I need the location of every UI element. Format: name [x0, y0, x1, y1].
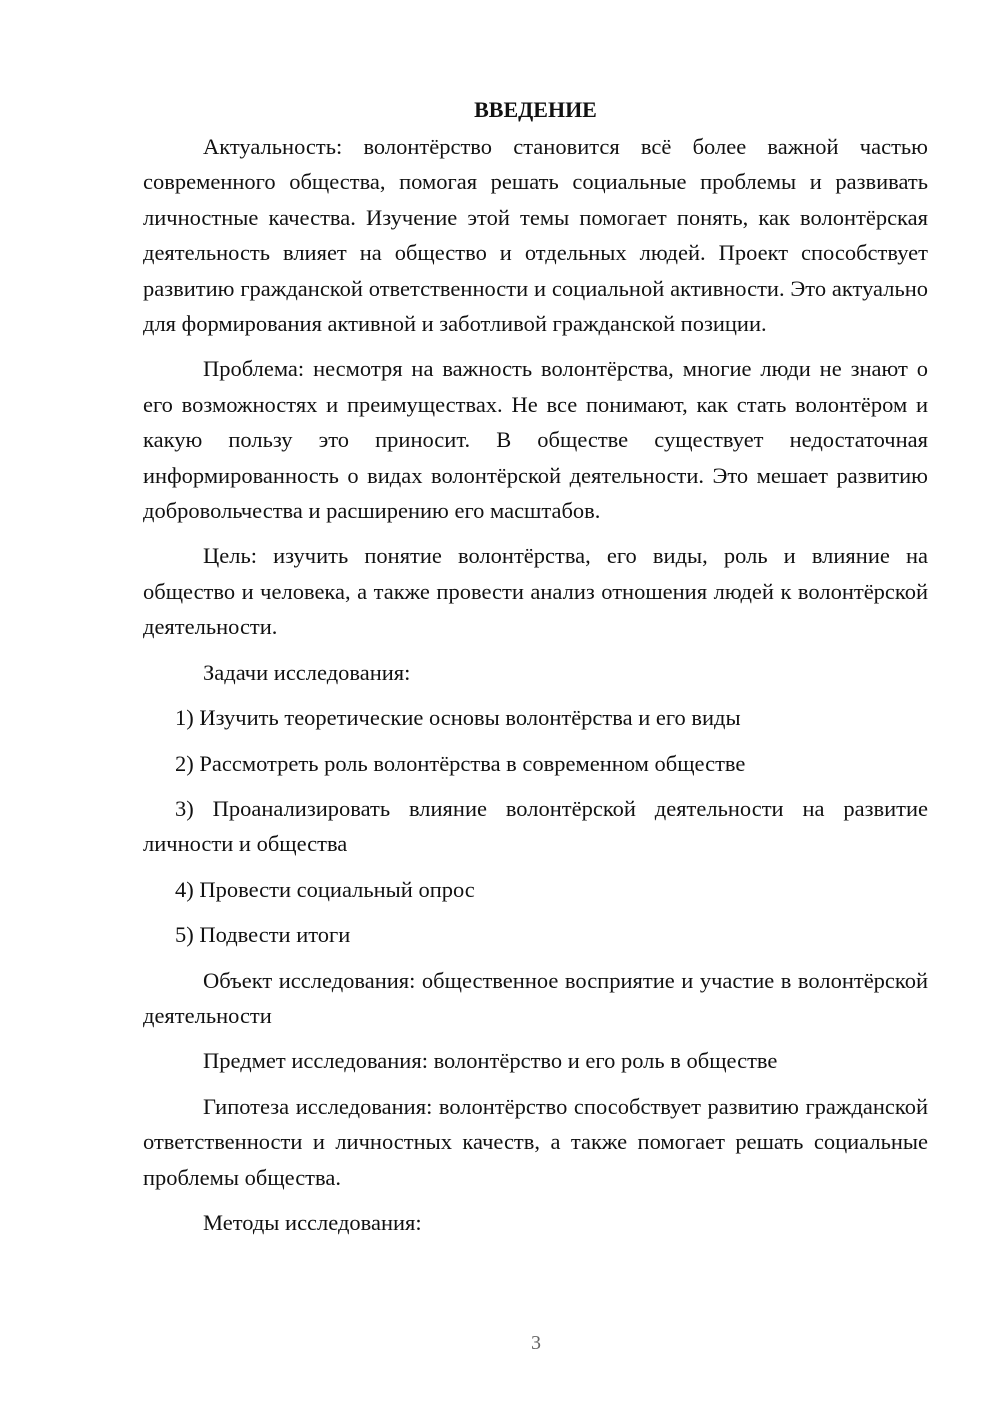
- paragraph-hypothesis: Гипотеза исследования: волонтёрство способствует развитию гражданской ответственности и личностных качеств, а также помогает решать социальные проблемы общества.: [143, 1093, 928, 1190]
- paragraph-methods-intro: Методы исследования:: [203, 1209, 422, 1235]
- list-item: 2) Рассмотреть роль волонтёрства в современном обществе: [175, 750, 746, 776]
- paragraph-relevance: Актуальность: волонтёрство становится всё более важной частью современного общества, помогая решать социальные проблемы и развивать личностные качества. Изучение этой темы помогает понять, как волонтёрская деятельность влияет на общество и отдельных людей. Проект способствует развитию гражданской ответственности и социальной активности. Это актуально для формирования активной и заботливой гражданской позиции.: [143, 134, 928, 337]
- list-item: 4) Провести социальный опрос: [175, 876, 475, 902]
- paragraph-problem: Проблема: несмотря на важность волонтёрства, многие люди не знают о его возможностях и преимуществах. Не все понимают, как стать волонтёром и какую пользу это приносит. В обществе существует недостаточная информированность о видах волонтёрской деятельности. Это мешает развитию добровольчества и расширению его масштабов.: [143, 356, 928, 524]
- paragraph-object: Объект исследования: общественное восприятие и участие в волонтёрской деятельности: [143, 967, 928, 1028]
- paragraph-goal: Цель: изучить понятие волонтёрства, его виды, роль и влияние на общество и человека, а также провести анализ отношения людей к волонтёрской деятельности.: [143, 543, 928, 640]
- paragraph-subject: Предмет исследования: волонтёрство и его роль в обществе: [203, 1048, 778, 1074]
- list-item: 3) Проанализировать влияние волонтёрской деятельности на развитие личности и общества: [143, 795, 928, 857]
- list-item: 5) Подвести итоги: [175, 922, 351, 948]
- page-number: 3: [531, 1332, 541, 1354]
- page-title: ВВЕДЕНИЕ: [474, 97, 597, 122]
- document-page: [143, 92, 928, 1250]
- list-item: 1) Изучить теоретические основы волонтёрства и его виды: [175, 705, 741, 731]
- paragraph-tasks-intro: Задачи исследования:: [203, 659, 411, 685]
